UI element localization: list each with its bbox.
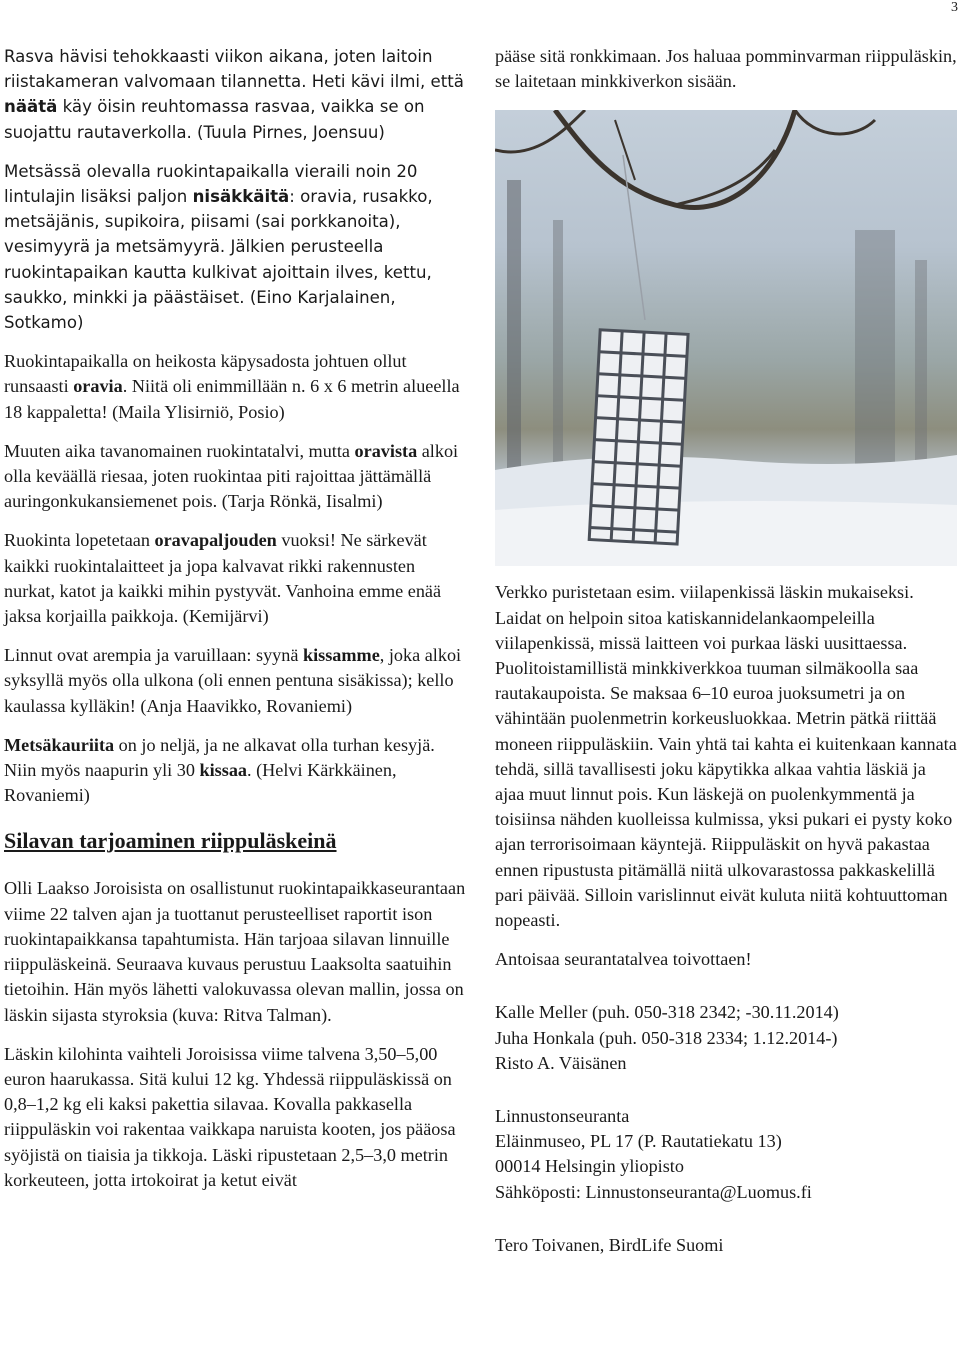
paragraph-mink-mesh: pääse sitä ronkkimaan. Jos haluaa pomminvarman riippuläskin, se laitetaan minkkiverkon sisään. bbox=[495, 46, 957, 92]
contact-juha: Juha Honkala (puh. 050-318 2334; 1.12.2014-) bbox=[495, 1027, 838, 1048]
org-address: Eläinmuseo, PL 17 (P. Rautatiekatu 13) bbox=[495, 1131, 782, 1152]
paragraph-cat: Linnut ovat arempia ja varuillaan: syynä kissamme, joka alkoi syksyllä myös olla ulkona (oli ennen pentuna sisäkissa); kello kaulassa kylläkin! (Anja Haavikko, Rovaniemi) bbox=[4, 645, 462, 716]
left-column bbox=[4, 44, 466, 1207]
suet-feeder-photo bbox=[495, 110, 957, 566]
paragraph-mammals: Metsässä olevalla ruokintapaikalla vieraili noin 20 lintulajin lisäksi paljon nisäkkäitä: oravia, rusakko, metsäjänis, supikoira, piisami (sai porkkanoita), vesimyyrä ja metsämyyrä. Jälkien perusteella ruokintapaikan kautta kulkivat ajoittain ilves, kettu, saukko, minkki ja päästäiset. (Eino Karjalainen, Sotkamo) bbox=[4, 161, 433, 333]
org-postal: 00014 Helsingin yliopisto bbox=[495, 1156, 684, 1177]
contact-kalle: Kalle Meller (puh. 050-318 2342; -30.11.2014) bbox=[495, 1002, 839, 1023]
right-column bbox=[495, 44, 957, 1272]
paragraph-feeding-stopped: Ruokinta lopetetaan oravapaljouden vuoksi! Ne särkevät kaikki ruokintalaitteet ja jopa kalvavat rikki rakennusten nurkat, katot ja kaikki mihin pystyvät. Vanhoina emme enää jaksa korjailla paikkoja. (Kemijärvi) bbox=[4, 530, 442, 627]
signature: Tero Toivanen, BirdLife Suomi bbox=[495, 1234, 724, 1255]
paragraph-squirrels-posio: Ruokintapaikalla on heikosta käpysadosta johtuen ollut runsaasti oravia. Niitä oli enimmillään n. 6 x 6 metrin alueella 18 kappaletta! (Maila Ylisirniö, Posio) bbox=[4, 351, 460, 422]
section-heading: Silavan tarjoaminen riippuläskeinä bbox=[4, 828, 337, 854]
org-name: Linnustonseuranta bbox=[495, 1106, 630, 1127]
paragraph-olli-laakso: Olli Laakso Joroisista on osallistunut ruokintapaikkaseurantaan viime 22 talven ajan ja tuottanut perusteelliset raportit ison ruokintapaikkansa tapahtumista. Hän tarjoaa silavan linnuille riippuläskeinä. Seuraava kuvaus perustuu Laaksolta saatuihin tietoihin. Hän myös lähetti valokuvassa olevan mallin, jossa on läskin sijasta styroksia (kuva: Ritva Talman). bbox=[4, 878, 466, 1025]
paragraph-marten: Rasva hävisi tehokkaasti viikon aikana, joten laitoin riistakameran valvomaan tilannetta. Heti kävi ilmi, että näätä käy öisin reuhtomassa rasvaa, vaikka se on suojattu rautaverkolla. (Tuula Pirnes, Joensuu) bbox=[4, 47, 464, 142]
paragraph-squirrels-iisalmi: Muuten aika tavanomainen ruokintatalvi, mutta oravista alkoi olla keväällä riesaa, joten ruokintaa piti rajoittaa jättämällä auringonkukansiemenet pois. (Tarja Rönkä, Iisalmi) bbox=[4, 440, 459, 512]
paragraph-suet-price: Läskin kilohinta vaihteli Joroisissa viime talvena 3,50–5,00 euron haarukassa. Sitä kului 12 kg. Yhdessä riippuläskissä on 0,8–1,2 kg eli kaksi pakettia silavaa. Kovalla pakkasella riippuläskin voi rakentaa vaikkapa naruista kooten, jos pääosa syöjistä on tiaisia ja tikkoja. Läski ripustetaan 2,5–3,0 metrin korkeuteen, jotta irtokoirat ja ketut eivät bbox=[4, 1043, 456, 1190]
contact-risto: Risto A. Väisänen bbox=[495, 1052, 627, 1073]
paragraph-roe-deer: Metsäkauriita on jo neljä, ja ne alkavat olla turhan kesyjä. Niin myös naapurin yli 30 kissaa. (Helvi Kärkkäinen, Rovaniemi) bbox=[4, 734, 435, 806]
page-number: 3 bbox=[951, 0, 958, 15]
paragraph-mesh-instructions: Verkko puristetaan esim. viilapenkissä läskin mukaiseksi. Laidat on helpoin sitoa katiskannidelankaompeleilla viilapenkissä, missä laitteen voi purkaa läski uusittaessa. Puolitoistamillistä minkkiverkkoa tuuman silmäkoolla saa rautakaupoista. Se maksaa 6–10 euroa juoksumetri ja on vähintään puolenmetrin korkeusluokkaa. Metrin pätkä riittää moneen riippuläskiin. Vain yhtä tai kahta ei kuitenkaan kannata tehdä, sillä tavallisesti joku käpytikka alkaa vahtia läskiä ja ajaa muut linnut pois. Kun läskejä on puolenkymmentä ja toisiinsa nähden kuolleissa kulmissa, yksi pukari ei pysty koko ajan terrorisoimaan käyntejä. Riippuläskit on hyvä pakastaa ennen ripustusta pitämällä niitä ulkovarastossa pakkaskelillä pari päivää. Silloin varislinnut eivät kuluta niitä kohtuuttoman nopeasti. bbox=[495, 582, 957, 931]
greeting: Antoisaa seurantatalvea toivottaen! bbox=[495, 949, 752, 970]
org-email: Sähköposti: Linnustonseuranta@Luomus.fi bbox=[495, 1181, 812, 1202]
